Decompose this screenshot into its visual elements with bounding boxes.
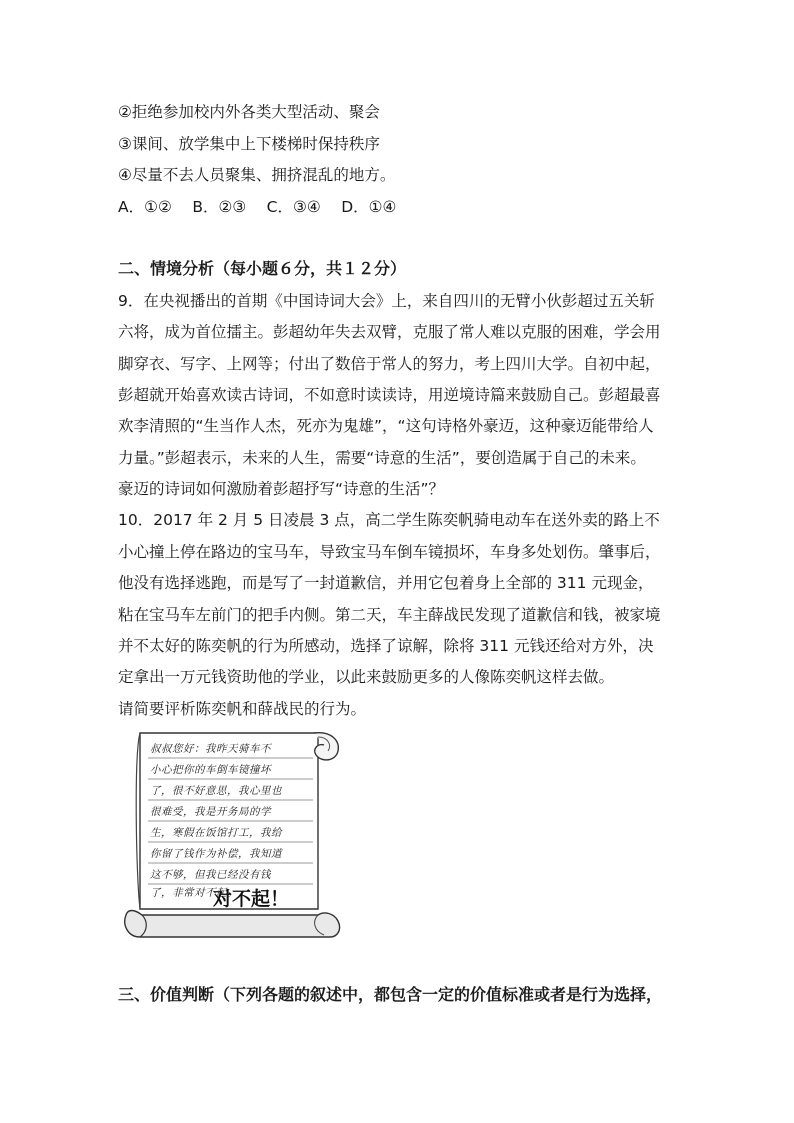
option-item-4: ④尽量不去人员聚集、拥挤混乱的地方。	[118, 166, 396, 184]
letter-line-2: 小心把你的车倒车镜撞坏	[150, 764, 271, 776]
section-2-heading: 二、情境分析（每小题６分，共１２分）	[118, 259, 407, 278]
section-3-heading: 三、价值判断（下列各题的叙述中，都包含一定的价值标准或者是行为选择，	[118, 985, 663, 1004]
option-item-2: ②拒绝参加校内外各类大型活动、聚会	[118, 103, 380, 121]
q10-line-2: 小心撞上停在路边的宝马车，导致宝马车倒车镜损坏，车身多处划伤。肇事后，	[118, 543, 661, 561]
letter-line-7: 这不够，但我已经没有钱	[150, 869, 271, 881]
option-item-3: ③课间、放学集中上下楼梯时保持秩序	[118, 135, 380, 153]
apology-letter-image	[118, 725, 343, 943]
q10-line-3: 他没有选择逃跑，而是写了一封道歉信，并用它包着身上全部的 311 元现金，	[118, 574, 654, 592]
letter-line-6: 你留了钱作为补偿，我知道	[150, 848, 282, 860]
q9-line-7: 豪迈的诗词如何激励着彭超抒写“诗意的生活”？	[118, 480, 445, 498]
letter-line-1: 叔叔您好：我昨天骑车不	[150, 743, 271, 755]
q10-line-1: 10．2017 年 2 月 5 日凌晨 3 点，高二学生陈奕帆骑电动车在送外卖的路上不	[118, 511, 660, 529]
q10-line-4: 粘在宝马车左前门的把手内侧。第二天，车主薛战民发现了道歉信和钱，被家境	[118, 606, 661, 624]
q9-line-1: 9．在央视播出的首期《中国诗词大会》上，来自四川的无臂小伙彭超过五关斩	[118, 292, 655, 310]
letter-signature: 对不起！	[213, 888, 290, 910]
q9-line-6: 力量。”彭超表示，未来的人生，需要“诗意的生活”，要创造属于自己的未来。	[118, 449, 646, 467]
answer-choices: A．①② B．②③ C．③④ D．①④	[118, 198, 397, 216]
q10-question: 请简要评析陈奕帆和薛战民的行为。	[118, 700, 367, 718]
letter-line-8: 了，非常对不起。	[150, 887, 238, 899]
letter-line-4: 很难受，我是开务局的学	[150, 806, 271, 818]
q9-line-5: 欢李清照的“生当作人杰，死亦为鬼雄”，“这句诗格外豪迈，这种豪迈能带给人	[118, 417, 654, 435]
q9-line-3: 脚穿衣、写字、上网等；付出了数倍于常人的努力，考上四川大学。自初中起，	[118, 355, 661, 373]
q9-line-2: 六将，成为首位擂主。彭超幼年失去双臂，克服了常人难以克服的困难，学会用	[118, 323, 661, 341]
q10-line-6: 定拿出一万元钱资助他的学业，以此来鼓励更多的人像陈奕帆这样去做。	[118, 668, 615, 686]
letter-line-5: 生，寒假在饭馆打工，我给	[150, 827, 282, 839]
q9-line-4: 彭超就开始喜欢读古诗词，不如意时读读诗，用逆境诗篇来鼓励自己。彭超最喜	[118, 386, 661, 404]
letter-line-3: 了，很不好意思，我心里也	[150, 785, 282, 797]
q10-line-5: 并不太好的陈奕帆的行为所感动，选择了谅解，除将 311 元钱还给对方外，决	[118, 637, 654, 655]
